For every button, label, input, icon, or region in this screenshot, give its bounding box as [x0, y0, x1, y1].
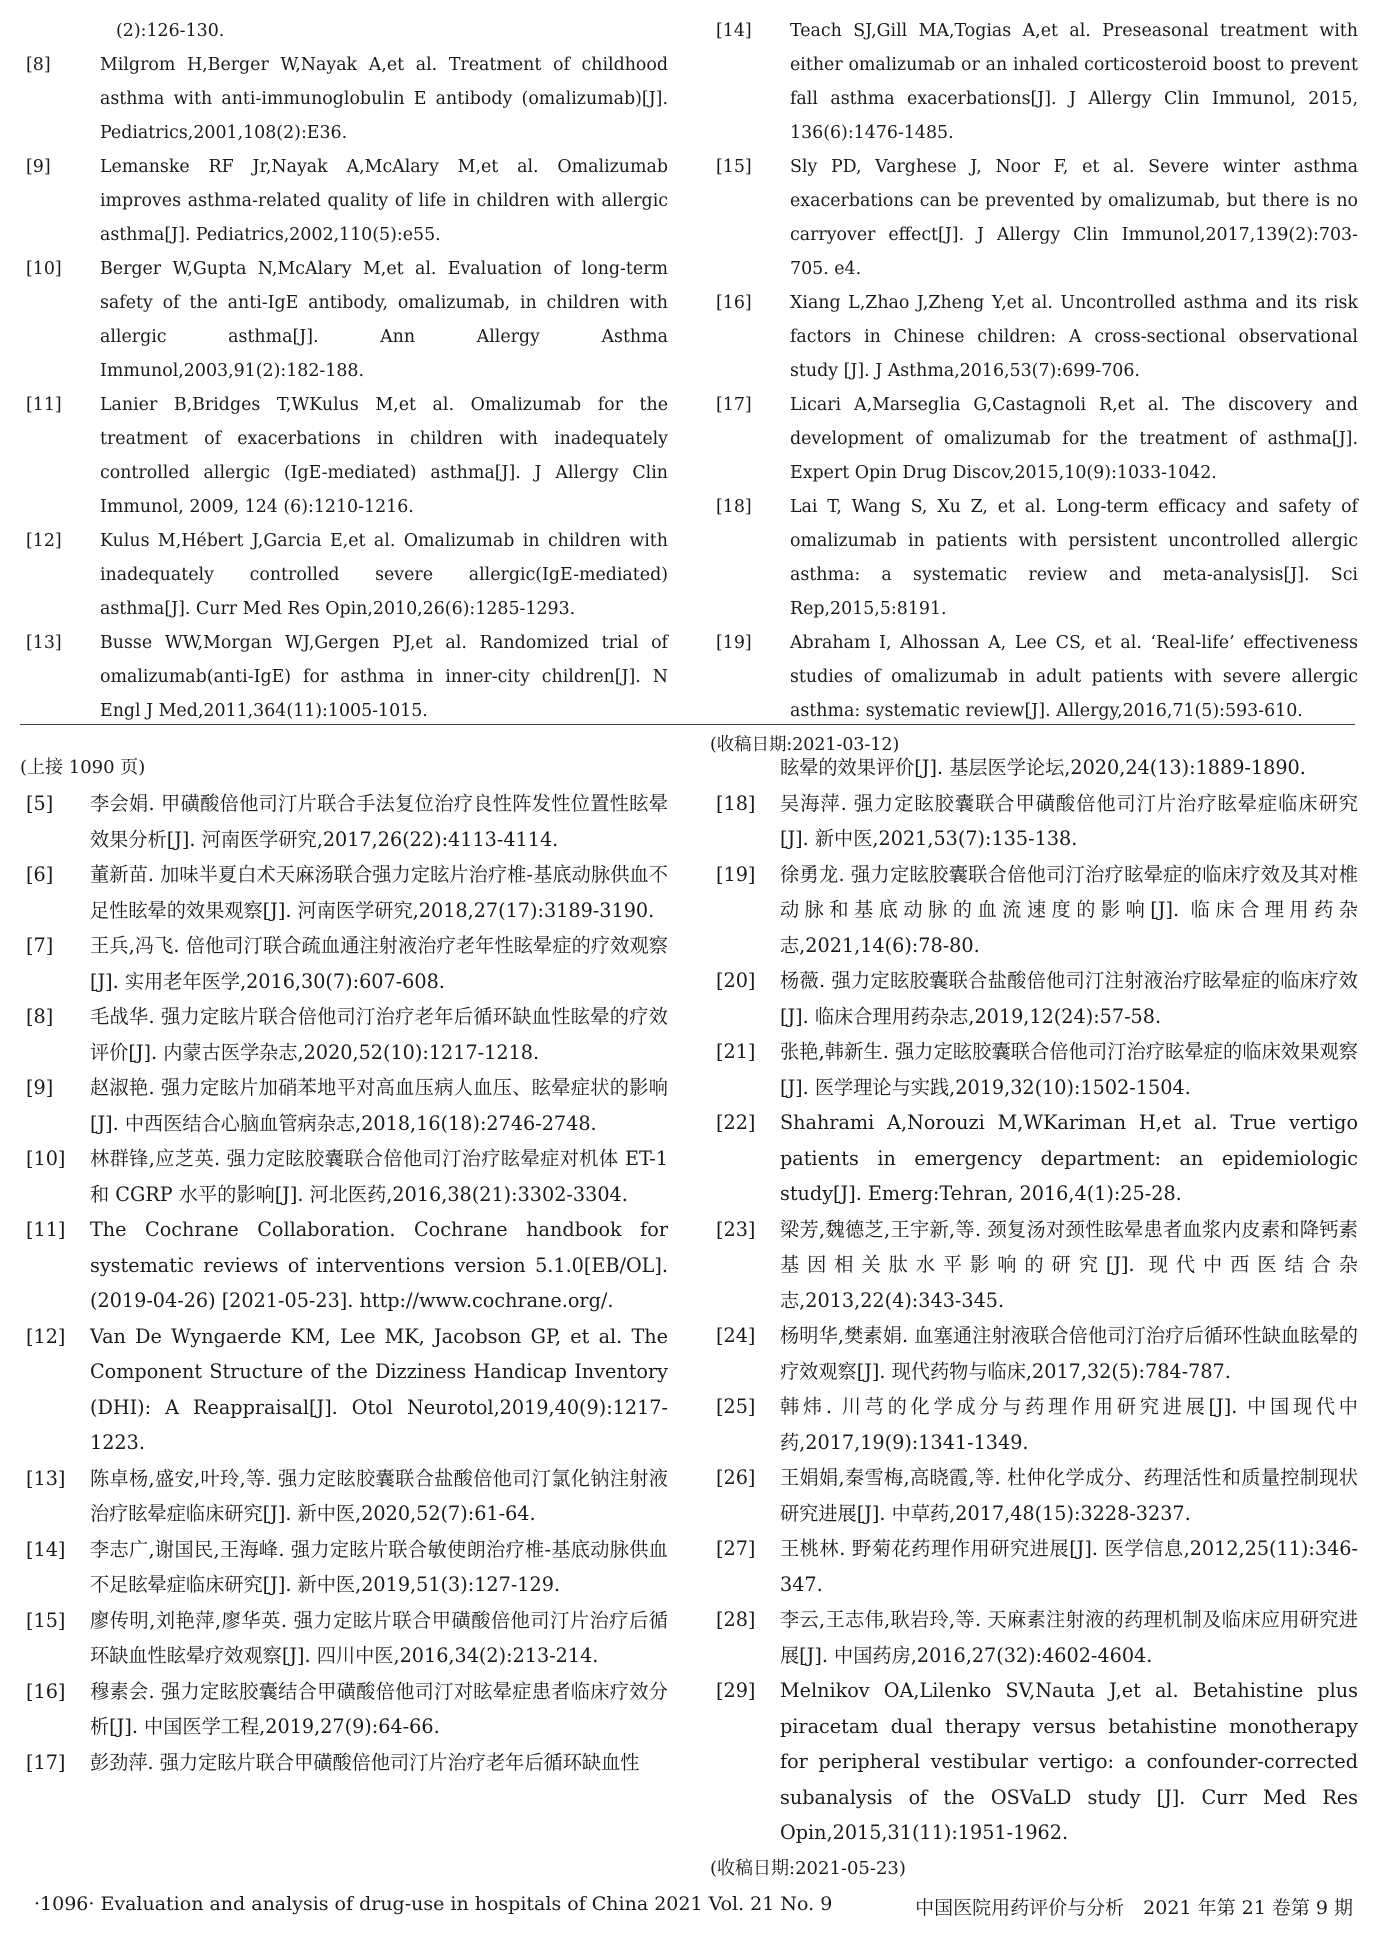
- reference-text: 毛战华. 强力定眩片联合倍他司汀治疗老年后循环缺血性眩晕的疗效评价[J]. 内蒙古医学杂志,2020,52(10):1217-1218.: [90, 1005, 668, 1064]
- reference-text: 王桃林. 野菊花药理作用研究进展[J]. 医学信息,2012,25(11):346-347.: [780, 1537, 1358, 1596]
- reference-number: [12]: [26, 531, 62, 551]
- reference-item: [710, 1673, 1358, 1851]
- reference-text: 吴海萍. 强力定眩胶囊联合甲磺酸倍他司汀片治疗眩晕症临床研究[J]. 新中医,2021,53(7):135-138.: [780, 791, 1358, 850]
- reference-item: [20, 928, 668, 999]
- reference-text: 廖传明,刘艳萍,廖华英. 强力定眩片联合甲磺酸倍他司汀片治疗后循环缺血性眩晕疗效观察[J]. 四川中医,2016,34(2):213-214.: [90, 1608, 668, 1667]
- reference-item: [20, 1141, 668, 1212]
- continuation-text: 眩晕的效果评价[J]. 基层医学论坛,2020,24(13):1889-1890.: [780, 756, 1306, 779]
- reference-item: [710, 14, 1358, 150]
- reference-item: [710, 1389, 1358, 1460]
- reference-number: [19]: [716, 633, 752, 653]
- reference-text: 王兵,冯飞. 倍他司汀联合疏血通注射液治疗老年性眩晕症的疗效观察[J]. 实用老年医学,2016,30(7):607-608.: [90, 934, 668, 993]
- bottom-left-column: [20, 750, 668, 1780]
- reference-number: [17]: [716, 395, 752, 415]
- top-left-column: [20, 14, 668, 728]
- reference-item: [710, 786, 1358, 857]
- reference-text: 徐勇龙. 强力定眩胶囊联合倍他司汀治疗眩晕症的临床疗效及其对椎动脉和基底动脉的血流速度的影响[J]. 临床合理用药杂志,2021,14(6):78-80.: [780, 862, 1358, 957]
- reference-text: 张艳,韩新生. 强力定眩胶囊联合倍他司汀治疗眩晕症的临床效果观察[J]. 医学理论与实践,2019,32(10):1502-1504.: [780, 1040, 1358, 1099]
- reference-number: [23]: [716, 1217, 756, 1241]
- footer-right: 中国医院用药评价与分析 2021 年第 21 卷第 9 期: [915, 1897, 1353, 1919]
- reference-item: [20, 388, 668, 524]
- reference-item: [710, 1105, 1358, 1212]
- reference-text: Kulus M,Hébert J,Garcia E,et al. Omalizumab in children with inadequately controlled severe allergic(IgE-mediated) asthma[J]. Curr Med Res Opin,2010,26(6):1285-1293.: [100, 531, 668, 619]
- reference-number: [16]: [716, 293, 752, 313]
- reference-item: [710, 963, 1358, 1034]
- reference-number: [11]: [26, 395, 62, 415]
- reference-text: Berger W,Gupta N,McAlary M,et al. Evaluation of long-term safety of the anti-IgE antibody, omalizumab, in children with allergic asthma[J]. Ann Allergy Asthma Immunol,2003,91(2):182-188.: [100, 259, 668, 381]
- reference-number: [17]: [26, 1750, 66, 1774]
- reference-item: [20, 1070, 668, 1141]
- reference-number: [9]: [26, 157, 51, 177]
- reference-text: 董新苗. 加味半夏白术天麻汤联合强力定眩片治疗椎-基底动脉供血不足性眩晕的效果观察[J]. 河南医学研究,2018,27(17):3189-3190.: [90, 863, 668, 922]
- reference-number: [18]: [716, 791, 756, 815]
- reference-number: [29]: [716, 1679, 756, 1702]
- reference-item: [710, 1531, 1358, 1602]
- reference-text: 林群锋,应芝英. 强力定眩胶囊联合倍他司汀治疗眩晕症对机体 ET-1 和 CGRP 水平的影响[J]. 河北医药,2016,38(21):3302-3304.: [90, 1147, 668, 1206]
- reference-text: Abraham I, Alhossan A, Lee CS, et al. ‘Real-life’ effectiveness studies of omalizumab in adult patients with severe allergic asthma: systematic review[J]. Allergy,2016,71(5):593-610.: [790, 633, 1358, 721]
- reference-item: [20, 1212, 668, 1319]
- reference-number: [10]: [26, 259, 62, 279]
- reference-item: [710, 857, 1358, 964]
- reference-text: 李会娟. 甲磺酸倍他司汀片联合手法复位治疗良性阵发性位置性眩晕效果分析[J]. 河南医学研究,2017,26(22):4113-4114.: [90, 792, 668, 851]
- reference-item: [710, 1034, 1358, 1105]
- reference-text: Melnikov OA,Lilenko SV,Nauta J,et al. Betahistine plus piracetam dual therapy versus betahistine monotherapy for peripheral vestibular vertigo: a confounder-corrected subanalysis of the OSVaLD study [J]. Curr Med Res Opin,2015,31(11):1951-1962.: [780, 1679, 1358, 1844]
- reference-item: [20, 1674, 668, 1745]
- reference-number: [13]: [26, 633, 62, 653]
- continued-from-note: (上接 1090 页): [20, 757, 146, 778]
- reference-text: Lai T, Wang S, Xu Z, et al. Long-term efficacy and safety of omalizumab in patients with persistent uncontrolled allergic asthma: a systematic review and meta-analysis[J]. Sci Rep,2015,5:8191.: [790, 497, 1358, 619]
- reference-number: [24]: [716, 1324, 756, 1347]
- reference-item: [710, 1212, 1358, 1319]
- reference-number: [13]: [26, 1466, 66, 1490]
- reference-number: [16]: [26, 1679, 66, 1703]
- reference-item: [710, 1318, 1358, 1389]
- reference-number: [15]: [716, 157, 752, 177]
- reference-number: [9]: [26, 1076, 54, 1099]
- bottom-right-column: [710, 750, 1358, 1886]
- reference-item: [20, 1745, 668, 1781]
- reference-number: [22]: [716, 1111, 756, 1134]
- reference-number: [14]: [716, 21, 752, 41]
- reference-item: [20, 48, 668, 150]
- reference-text: Busse WW,Morgan WJ,Gergen PJ,et al. Randomized trial of omalizumab(anti-IgE) for asthma in inner-city children[J]. N Engl J Med,2011,364(11):1005-1015.: [100, 633, 668, 721]
- reference-text: Xiang L,Zhao J,Zheng Y,et al. Uncontrolled asthma and its risk factors in Chinese children: A cross-sectional observational study [J]. J Asthma,2016,53(7):699-706.: [790, 293, 1358, 381]
- reference-text: 彭劲萍. 强力定眩片联合甲磺酸倍他司汀片治疗老年后循环缺血性: [90, 1750, 640, 1774]
- top-right-column: [710, 14, 1358, 762]
- reference-text: 杨明华,樊素娟. 血塞通注射液联合倍他司汀治疗后循环性缺血眩晕的疗效观察[J]. 现代药物与临床,2017,32(5):784-787.: [780, 1324, 1358, 1383]
- footer-left: ·1096· Evaluation and analysis of drug-use in hospitals of China 2021 Vol. 21 No. 9: [34, 1893, 833, 1915]
- reference-number: [28]: [716, 1608, 756, 1631]
- received-date: (收稿日期:2021-03-12): [710, 735, 900, 755]
- reference-text: 李志广,谢国民,王海峰. 强力定眩片联合敏使朗治疗椎-基底动脉供血不足眩晕症临床研究[J]. 新中医,2019,51(3):127-129.: [90, 1537, 668, 1596]
- reference-item: [710, 1602, 1358, 1673]
- reference-number: [14]: [26, 1537, 66, 1561]
- reference-item: [20, 1532, 668, 1603]
- reference-text: 赵淑艳. 强力定眩片加硝苯地平对高血压病人血压、眩晕症状的影响[J]. 中西医结合心脑血管病杂志,2018,16(18):2746-2748.: [90, 1076, 668, 1135]
- reference-item: [710, 490, 1358, 626]
- reference-item: [20, 1603, 668, 1674]
- reference-text: 陈卓杨,盛安,叶玲,等. 强力定眩胶囊联合盐酸倍他司汀氯化钠注射液治疗眩晕症临床研究[J]. 新中医,2020,52(7):61-64.: [90, 1466, 668, 1525]
- reference-number: [6]: [26, 863, 54, 886]
- reference-number: [19]: [716, 862, 756, 886]
- reference-number: [21]: [716, 1040, 756, 1063]
- reference-item: [710, 626, 1358, 728]
- reference-item: [20, 252, 668, 388]
- reference-item: [20, 857, 668, 928]
- reference-number: [25]: [716, 1395, 756, 1418]
- reference-item: [20, 150, 668, 252]
- reference-number: [8]: [26, 1005, 54, 1028]
- reference-text: Lanier B,Bridges T,WKulus M,et al. Omalizumab for the treatment of exacerbations in children with inadequately controlled allergic (IgE-mediated) asthma[J]. J Allergy Clin Immunol, 2009, 124 (6):1210-1216.: [100, 395, 668, 517]
- reference-item: [20, 786, 668, 857]
- reference-text: Van De Wyngaerde KM, Lee MK, Jacobson GP, et al. The Component Structure of the Dizziness Handicap Inventory (DHI): A Reappraisal[J]. Otol Neurotol,2019,40(9):1217-1223.: [90, 1324, 668, 1454]
- reference-item: [20, 524, 668, 626]
- reference-text: 梁芳,魏德芝,王宇新,等. 颈复汤对颈性眩晕患者血浆内皮素和降钙素基因相关肽水平影响的研究[J]. 现代中西医结合杂志,2013,22(4):343-345.: [780, 1217, 1358, 1312]
- reference-number: [7]: [26, 934, 54, 957]
- reference-number: [12]: [26, 1324, 66, 1348]
- reference-number: [20]: [716, 969, 756, 992]
- reference-item: [20, 1319, 668, 1461]
- reference-text: Teach SJ,Gill MA,Togias A,et al. Preseasonal treatment with either omalizumab or an inhaled corticosteroid boost to prevent fall asthma exacerbations[J]. J Allergy Clin Immunol, 2015, 136(6):1476-1485.: [790, 21, 1358, 143]
- reference-number: [8]: [26, 55, 51, 75]
- reference-item: [710, 1460, 1358, 1531]
- continuation-text: (2):126-130.: [116, 21, 225, 41]
- reference-text: Lemanske RF Jr,Nayak A,McAlary M,et al. Omalizumab improves asthma-related quality of life in children with allergic asthma[J]. Pediatrics,2002,110(5):e55.: [100, 157, 668, 245]
- reference-item: [710, 388, 1358, 490]
- reference-item: [710, 150, 1358, 286]
- reference-number: [18]: [716, 497, 752, 517]
- reference-number: [10]: [26, 1147, 66, 1170]
- reference-item: [20, 1461, 668, 1532]
- section-divider: [20, 724, 1355, 725]
- reference-number: [5]: [26, 792, 54, 815]
- reference-text: 李云,王志伟,耿岩玲,等. 天麻素注射液的药理机制及临床应用研究进展[J]. 中国药房,2016,27(32):4602-4604.: [780, 1608, 1358, 1667]
- reference-text: 韩炜. 川芎的化学成分与药理作用研究进展[J]. 中国现代中药,2017,19(9):1341-1349.: [780, 1395, 1358, 1454]
- reference-number: [27]: [716, 1537, 756, 1560]
- reference-text: 穆素会. 强力定眩胶囊结合甲磺酸倍他司汀对眩晕症患者临床疗效分析[J]. 中国医学工程,2019,27(9):64-66.: [90, 1679, 668, 1738]
- reference-text: The Cochrane Collaboration. Cochrane handbook for systematic reviews of interventions version 5.1.0[EB/OL]. (2019-04-26) [2021-05-23]. http://www.cochrane.org/.: [90, 1218, 668, 1312]
- reference-item: [20, 626, 668, 728]
- reference-item: [710, 286, 1358, 388]
- reference-text: Sly PD, Varghese J, Noor F, et al. Severe winter asthma exacerbations can be prevented by omalizumab, but there is no carryover effect[J]. J Allergy Clin Immunol,2017,139(2):703-705. e4.: [790, 157, 1358, 279]
- reference-number: [15]: [26, 1608, 66, 1632]
- reference-text: 王娟娟,秦雪梅,高晓霞,等. 杜仲化学成分、药理活性和质量控制现状研究进展[J]. 中草药,2017,48(15):3228-3237.: [780, 1466, 1358, 1525]
- reference-text: Licari A,Marseglia G,Castagnoli R,et al. The discovery and development of omalizumab for the treatment of asthma[J]. Expert Opin Drug Discov,2015,10(9):1033-1042.: [790, 395, 1358, 483]
- reference-number: [11]: [26, 1218, 66, 1241]
- reference-number: [26]: [716, 1466, 756, 1489]
- reference-item: [20, 999, 668, 1070]
- reference-text: 杨薇. 强力定眩胶囊联合盐酸倍他司汀注射液治疗眩晕症的临床疗效[J]. 临床合理用药杂志,2019,12(24):57-58.: [780, 969, 1358, 1028]
- received-date: (收稿日期:2021-05-23): [710, 1857, 906, 1879]
- reference-text: Milgrom H,Berger W,Nayak A,et al. Treatment of childhood asthma with anti-immunoglobulin E antibody (omalizumab)[J]. Pediatrics,2001,108(2):E36.: [100, 55, 668, 143]
- reference-text: Shahrami A,Norouzi M,WKariman H,et al. True vertigo patients in emergency department: an epidemiologic study[J]. Emerg:Tehran, 2016,4(1):25-28.: [780, 1111, 1358, 1205]
